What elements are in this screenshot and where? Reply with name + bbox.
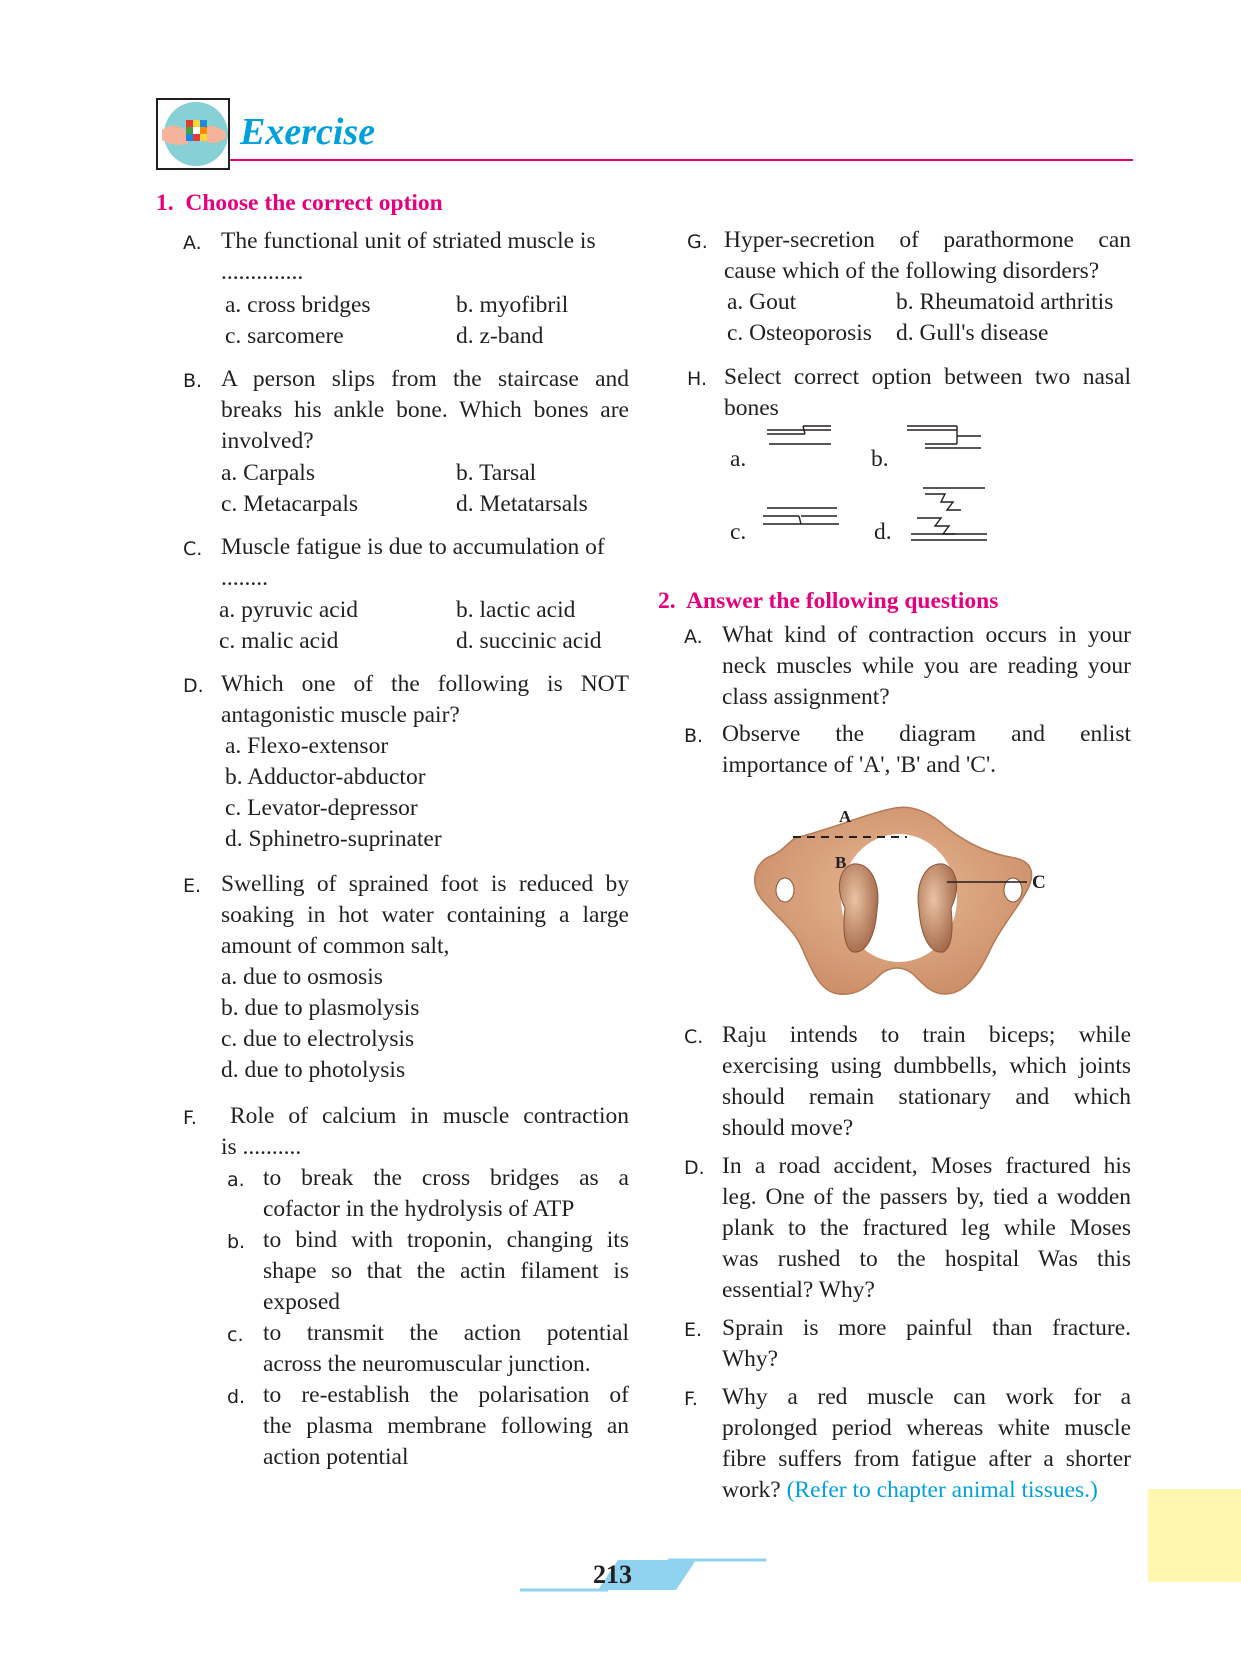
option-d: d. Gull's disease xyxy=(896,320,1049,346)
question-letter: F. xyxy=(183,1107,197,1129)
page-title: Exercise xyxy=(240,111,376,153)
rubiks-cube-hands-icon xyxy=(158,100,228,168)
question-text: soaking in hot water containing a large xyxy=(221,902,629,928)
option-a: a. Flexo-extensor xyxy=(225,733,389,759)
option-c: c. sarcomere xyxy=(225,323,344,349)
option-d: d. due to photolysis xyxy=(221,1057,406,1083)
question-text: Swelling of sprained foot is reduced by xyxy=(221,871,629,897)
page-number: 213 xyxy=(593,1560,632,1589)
question-letter: B. xyxy=(183,370,203,392)
option-c: c. due to electrolysis xyxy=(221,1026,415,1052)
question-text: breaks his ankle bone. Which bones are xyxy=(221,397,629,423)
option-d: d. succinic acid xyxy=(456,628,602,654)
label-a: A xyxy=(839,807,852,826)
option-b: b. due to plasmolysis xyxy=(221,995,420,1021)
question-text: Select correct option between two nasal xyxy=(724,364,1131,390)
label-b: B xyxy=(835,853,847,872)
option-a: a. pyruvic acid xyxy=(219,597,358,623)
option-c: c. Metacarpals xyxy=(221,491,359,517)
question-text: amount of common salt, xyxy=(221,933,450,959)
question-letter: C. xyxy=(183,538,203,560)
vertebra-bone-shape xyxy=(755,807,1032,994)
question-text: Muscle fatigue is due to accumulation of xyxy=(221,534,605,560)
option-a: a. cross bridges xyxy=(225,292,371,318)
question-text-blank: .............. xyxy=(221,259,304,285)
option-b: b. Adductor-abductor xyxy=(225,764,426,790)
question-letter: D. xyxy=(183,675,204,697)
option-b-label: b. xyxy=(871,446,889,472)
header-rule xyxy=(230,159,1133,161)
option-a: a. due to osmosis xyxy=(221,964,383,990)
question-text: cause which of the following disorders? xyxy=(724,258,1100,284)
question-text: is .......... xyxy=(221,1134,302,1160)
option-d: d. Metatarsals xyxy=(456,491,588,517)
option-b: b. Tarsal xyxy=(456,460,537,486)
question-text: A person slips from the staircase and xyxy=(221,366,629,392)
question-letter: H. xyxy=(687,368,707,390)
option-a: a. Carpals xyxy=(221,460,315,486)
option-c: c. Levator-depressor xyxy=(225,795,418,821)
section-2-heading: 2. Answer the following questions xyxy=(658,588,999,614)
question-text: Hyper-secretion of parathormone can xyxy=(724,227,1131,253)
suture-diagram-b xyxy=(903,422,983,456)
option-b: b. lactic acid xyxy=(456,597,576,623)
atlas-vertebra-diagram xyxy=(735,798,1065,1008)
side-tab xyxy=(1148,1489,1241,1582)
question-text: The functional unit of striated muscle is xyxy=(221,228,596,254)
question-text: Role of calcium in muscle contraction xyxy=(230,1103,629,1129)
option-c: c. Osteoporosis xyxy=(727,320,872,346)
question-h xyxy=(687,362,1131,562)
label-c: C xyxy=(1032,872,1046,893)
question-text: Which one of the following is NOT xyxy=(221,671,629,697)
option-c: c. malic acid xyxy=(219,628,339,654)
option-c-label: c. xyxy=(730,519,747,545)
exercise-logo xyxy=(156,98,230,170)
suture-diagram-a xyxy=(765,422,835,452)
suture-diagram-c xyxy=(761,502,841,534)
option-d-label: d. xyxy=(874,519,892,545)
question-text: involved? xyxy=(221,428,314,454)
question-letter: A. xyxy=(183,232,202,254)
section-1-heading: 1. Choose the correct option xyxy=(156,190,443,216)
option-d: d. Sphinetro-suprinater xyxy=(225,826,442,852)
option-b: b. myofibril xyxy=(456,292,569,318)
option-b: b. Rheumatoid arthritis xyxy=(896,289,1114,315)
question-text-blank: ........ xyxy=(221,565,268,591)
option-a: a. Gout xyxy=(727,289,797,315)
question-letter: E. xyxy=(183,875,202,897)
option-d: d. z-band xyxy=(456,323,544,349)
option-a-label: a. xyxy=(730,446,747,472)
chapter-reference-link[interactable]: (Refer to chapter animal tissues.) xyxy=(786,1477,1098,1503)
suture-diagram-d xyxy=(909,484,989,546)
question-text: bones xyxy=(724,395,779,421)
question-letter: G. xyxy=(687,231,708,253)
question-text: antagonistic muscle pair? xyxy=(221,702,460,728)
